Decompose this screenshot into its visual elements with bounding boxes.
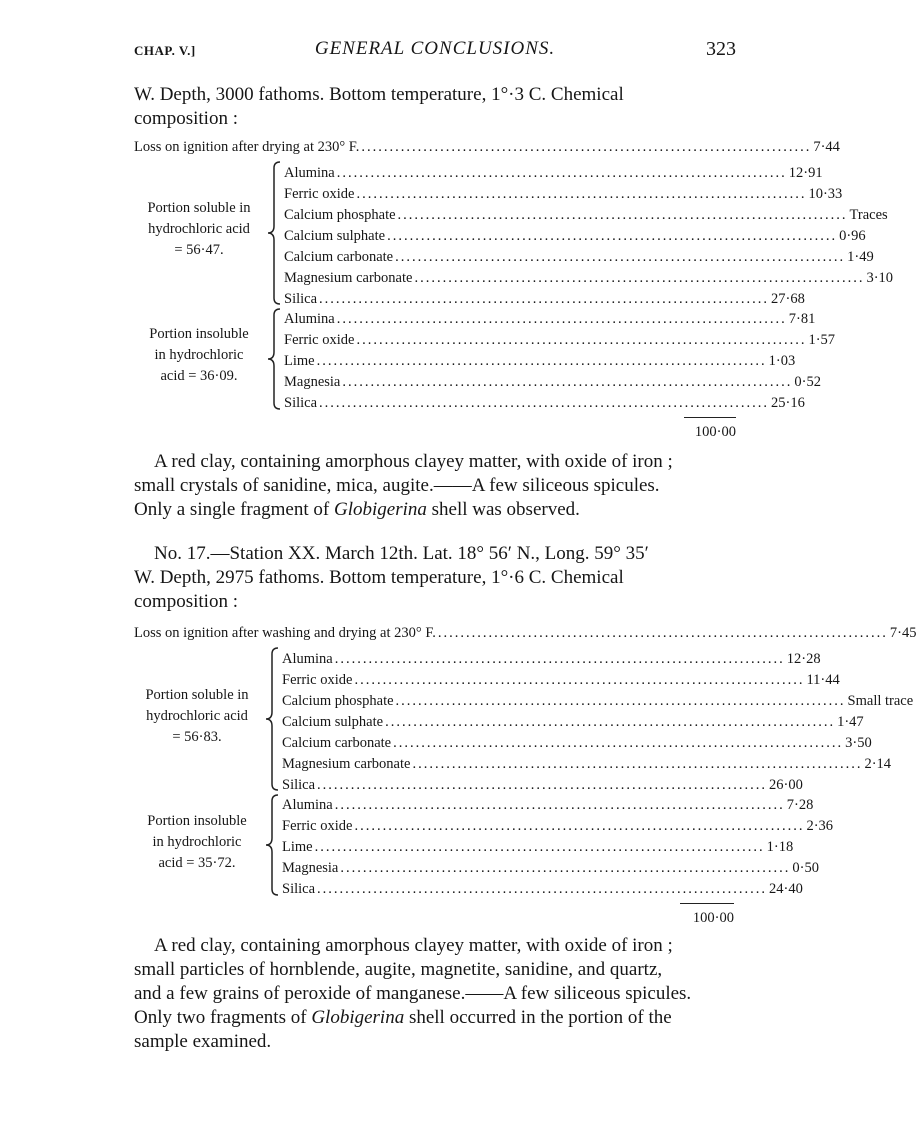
component-value: 10·33 <box>808 186 843 202</box>
sample1-soluble-row <box>284 268 894 288</box>
leader-dots: ................................................................................ <box>317 777 768 793</box>
sample2-insoluble-row <box>282 837 794 857</box>
leader-dots: ................................................................................ <box>319 291 770 307</box>
sample1-soluble-row <box>284 289 805 309</box>
component-value: 1·18 <box>766 839 794 855</box>
loss-value: 7·44 <box>813 139 840 155</box>
leader-dots: ................................................................................ <box>342 374 793 390</box>
loss-value: 7·45 <box>889 625 916 641</box>
leader-dots: ................................................................................ <box>437 625 888 641</box>
component-value: 2·36 <box>806 818 834 834</box>
leader-dots: ................................................................................ <box>356 332 807 348</box>
component-value: 25·16 <box>771 395 805 411</box>
sample2-insoluble-row <box>282 858 819 878</box>
component-name: Silica <box>282 777 316 793</box>
component-name: Silica <box>284 291 318 307</box>
sample2-soluble-row <box>282 712 864 732</box>
sample2-insoluble-row <box>282 795 814 815</box>
sample1-loss-row <box>134 137 840 157</box>
sample1-soluble-row <box>284 205 888 225</box>
component-value: 24·40 <box>769 881 803 897</box>
sample1-description-line-3: Only a single fragment of Globigerina shell was observed. <box>134 499 580 520</box>
loss-label: Loss on ignition after drying at 230° F. <box>134 139 360 155</box>
sample2-intro-line: No. 17.—Station XX. March 12th. Lat. 18° 56′ N., Long. 59° 35′ <box>154 543 649 564</box>
sample2-soluble-row <box>282 733 872 753</box>
component-name: Ferric oxide <box>282 672 353 688</box>
component-value: 0·50 <box>792 860 819 876</box>
sample1-soluble-row <box>284 226 866 246</box>
component-value: 3·50 <box>845 735 872 751</box>
sample2-loss-row <box>134 623 916 643</box>
leader-dots: ................................................................................ <box>319 395 770 411</box>
sample2-insoluble-brace <box>264 793 280 897</box>
leader-dots: ................................................................................ <box>317 881 768 897</box>
component-value: 7·28 <box>786 797 814 813</box>
component-value: 0·96 <box>839 228 866 244</box>
sample2-description <box>134 934 736 1054</box>
leader-dots: ................................................................................ <box>387 228 838 244</box>
sample2-description-line: sample examined. <box>134 1031 272 1052</box>
leader-dots: ................................................................................ <box>354 672 805 688</box>
sample1-description-line: small crystals of sanidine, mica, augite.——A few siliceous spicules. <box>134 475 660 496</box>
component-value: 7·81 <box>788 311 816 327</box>
group-label-line: Portion soluble in <box>147 200 251 216</box>
group-label-line: acid = 36·09. <box>160 368 238 384</box>
group-label-line: Portion insoluble <box>147 813 247 829</box>
leader-dots: ................................................................................ <box>395 249 846 265</box>
sample1-insoluble-row <box>284 309 816 329</box>
sum-rule <box>680 903 734 904</box>
sample1-insoluble-row <box>284 393 805 413</box>
component-name: Magnesium carbonate <box>282 756 411 772</box>
leader-dots: ................................................................................ <box>334 651 785 667</box>
sample2-total: 100·00 <box>692 910 734 926</box>
loss-label: Loss on ignition after washing and drying at 230° F. <box>134 625 436 641</box>
component-value: 1·47 <box>837 714 864 730</box>
sample1-soluble-brace <box>266 160 282 306</box>
component-value: 0·52 <box>794 374 821 390</box>
leader-dots: ................................................................................ <box>385 714 836 730</box>
sample1-total: 100·00 <box>694 424 736 440</box>
leader-dots: ................................................................................ <box>336 165 787 181</box>
sample2-description-line: and a few grains of peroxide of manganese.——A few siliceous spicules. <box>134 983 692 1004</box>
leader-dots: ................................................................................ <box>314 839 765 855</box>
group-label-line: in hydrochloric <box>154 347 244 363</box>
running-header <box>134 38 736 64</box>
leader-dots: ................................................................................ <box>340 860 791 876</box>
leader-dots: ................................................................................ <box>395 693 846 709</box>
component-name: Alumina <box>284 311 335 327</box>
leader-dots: ................................................................................ <box>336 311 787 327</box>
sample1-description-line: A red clay, containing amorphous clayey matter, with oxide of iron ; <box>154 451 673 472</box>
leader-dots: ................................................................................ <box>393 735 844 751</box>
component-name: Alumina <box>282 651 333 667</box>
component-value: 1·03 <box>768 353 796 369</box>
sample1-soluble-label <box>130 198 268 261</box>
leader-dots: ................................................................................ <box>397 207 848 223</box>
component-name: Calcium sulphate <box>284 228 386 244</box>
component-value: 12·91 <box>788 165 823 181</box>
sample2-insoluble-row <box>282 879 803 899</box>
sample2-insoluble-label <box>128 811 266 874</box>
component-value: Traces <box>849 207 888 223</box>
sum-rule <box>684 417 736 418</box>
sample2-soluble-row <box>282 775 803 795</box>
component-name: Ferric oxide <box>284 332 355 348</box>
component-name: Ferric oxide <box>282 818 353 834</box>
leader-dots: ................................................................................ <box>412 756 863 772</box>
sample2-insoluble-row <box>282 816 834 836</box>
component-name: Lime <box>282 839 313 855</box>
sample2-soluble-row <box>282 670 840 690</box>
sample2-soluble-row <box>282 691 914 711</box>
sample2-intro-line: W. Depth, 2975 fathoms. Bottom temperature, 1°·6 C. Chemical <box>134 567 624 588</box>
group-label-line: acid = 35·72. <box>158 855 236 871</box>
sample1-insoluble-brace <box>266 307 282 411</box>
component-name: Magnesium carbonate <box>284 270 413 286</box>
component-value: 12·28 <box>786 651 821 667</box>
component-name: Calcium phosphate <box>282 693 394 709</box>
sample2-description-line-4: Only two fragments of Globigerina shell occurred in the portion of the <box>134 1007 672 1028</box>
leader-dots: ................................................................................ <box>334 797 785 813</box>
group-label-line: hydrochloric acid <box>148 221 250 237</box>
component-name: Alumina <box>284 165 335 181</box>
sample1-intro <box>134 83 736 131</box>
sample2-soluble-row <box>282 754 892 774</box>
component-value: 1·57 <box>808 332 836 348</box>
leader-dots: ................................................................................ <box>316 353 767 369</box>
sample2-soluble-brace <box>264 646 280 792</box>
sample2-soluble-label <box>128 685 266 748</box>
sample2-description-line: A red clay, containing amorphous clayey matter, with oxide of iron ; <box>154 935 673 956</box>
sample1-intro-line: W. Depth, 3000 fathoms. Bottom temperature, 1°·3 C. Chemical <box>134 84 624 105</box>
component-value: 26·00 <box>769 777 803 793</box>
sample1-insoluble-row <box>284 351 796 371</box>
leader-dots: ................................................................................ <box>361 139 812 155</box>
leader-dots: ................................................................................ <box>414 270 865 286</box>
sample2-description-line: small particles of hornblende, augite, magnetite, sanidine, and quartz, <box>134 959 663 980</box>
component-value: 3·10 <box>866 270 894 286</box>
sample2-intro-line: composition : <box>134 591 238 612</box>
sample1-soluble-row <box>284 247 874 267</box>
group-label-line: = 56·47. <box>174 242 224 258</box>
sample1-insoluble-row <box>284 372 821 392</box>
group-label-line: hydrochloric acid <box>146 708 248 724</box>
component-name: Silica <box>282 881 316 897</box>
sample1-description <box>134 450 736 522</box>
component-name: Silica <box>284 395 318 411</box>
sample1-intro-line: composition : <box>134 108 238 129</box>
group-label-line: Portion soluble in <box>145 687 249 703</box>
component-name: Ferric oxide <box>284 186 355 202</box>
chapter-label: CHAP. V.] <box>134 43 196 58</box>
component-name: Alumina <box>282 797 333 813</box>
sample1-soluble-row <box>284 163 823 183</box>
sample1-insoluble-label <box>130 324 268 387</box>
group-label-line: Portion insoluble <box>149 326 249 342</box>
component-name: Magnesia <box>282 860 339 876</box>
component-value: 2·14 <box>864 756 892 772</box>
sample1-soluble-row <box>284 184 843 204</box>
leader-dots: ................................................................................ <box>356 186 807 202</box>
component-name: Lime <box>284 353 315 369</box>
component-value: Small trace <box>847 693 914 709</box>
component-name: Calcium phosphate <box>284 207 396 223</box>
group-label-line: = 56·83. <box>172 729 222 745</box>
running-title: GENERAL CONCLUSIONS. <box>314 38 556 59</box>
page-number: 323 <box>706 38 736 60</box>
component-value: 1·49 <box>847 249 874 265</box>
component-name: Calcium carbonate <box>284 249 394 265</box>
leader-dots: ................................................................................ <box>354 818 805 834</box>
sample1-insoluble-row <box>284 330 836 350</box>
group-label-line: in hydrochloric <box>152 834 242 850</box>
component-name: Magnesia <box>284 374 341 390</box>
component-name: Calcium carbonate <box>282 735 392 751</box>
sample2-intro <box>134 542 736 614</box>
component-value: 11·44 <box>806 672 840 688</box>
sample2-soluble-row <box>282 649 821 669</box>
component-value: 27·68 <box>771 291 805 307</box>
component-name: Calcium sulphate <box>282 714 384 730</box>
